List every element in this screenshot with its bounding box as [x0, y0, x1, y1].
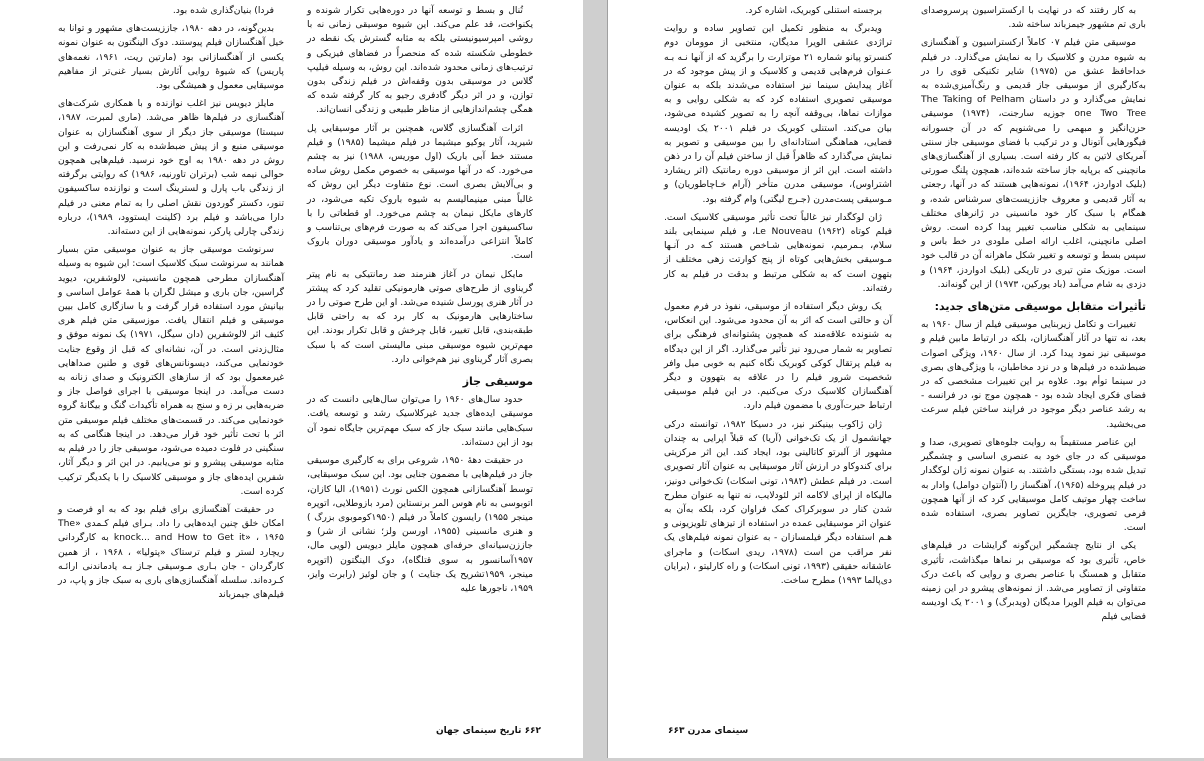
paragraph: یک روش دیگر استفاده از موسیقی، نفوذ در فرم معمول آن و حالتی است که اثر به آن محدود می‌شود. این انعکاس، به شنونده علاقه‌مند که همچون پشتوانه‌ای فرهنگی برای تصاویر به شمار می‌رود نیز تأثیر می‌گذارد. اگر از این دیدگاه به فیلم پرتقال کوکی کوبریک نگاه کنیم به خوبی میل وافر شخصیت شرور فیلم را در علاقه به بتهوون و دیگر آهنگسازان کلاسیک درک می‌کنیم. در این فیلم موسیقی ارتباط حیرت‌آوری با مضمون فیلم دارد. — [664, 301, 892, 412]
right-page-column-left — [664, 4, 892, 592]
paragraph: این عناصر مستقیماً به روایت جلوه‌های تصویری، صدا و موسیقی که در جای خود به عنصری اساسی و چشمگیر تبدیل شده بود، بستگی داشتند. به عنوان نمونه ژان لوکگدار در فیلم پیروخله (۱۹۶۵)، آهنگساز را (آنتوان دوامل) وادار به ساخت چهار موتیف کامل موسیقایی کرد که از آنها همچون فرمی تصویری، جایگزین تصاویر بصری، استفاده شده است. — [921, 436, 1146, 534]
paragraph: مایکل نیمان در آغاز هنرمند ضد رمانتیکی به نام پیتر گریناوی از طرح‌های صوتی هارمونیکی تقلید کرد که پیشتر در آثار هنری پورسل شنیده می‌شد. او این طرح صوتی را در ساختارهایی هارمونیک به کار برد که به راحتی قابل طبقه‌بندی، قابل تغییر، قابل چرخش و قابل تکرار بودند. این مهم‌ترین شیوه موسیقی مبنی مالیستی است که با سبک بصری آثار گریناوی نیز هم‌خوانی دارد. — [307, 268, 533, 365]
paragraph: ویدبرگ به منظور تکمیل این تصاویر ساده و روایت تراژدی عشقی الویرا مدیگان، منتخبی از موومان دوم کنسرتو پیانو شماره ۲۱ موتزارت را برگزید که از آنها نـه بـه عـنوان فرم‌هایی قدیمی و کلاسیک و از پیش موجود که در آغاز پیدایش سینما نیز استفاده می‌شدند بلکه به عنوان موسیقی تصویری استفاده کرد که به شکلی روایی و به موازات نماها، بی‌وقفه آنچه را به تصویر کشیده می‌شود، بیان می‌کند. استنلی کوبریک در فیلم ۲۰۰۱ یک اودیسه فضایی، هماهنگی استادانه‌ای را بین موسیقی و تصویر به نمایش می‌گذارد که ظاهراً قبل از ساختن فیلم آن را در ذهن داشته است. این اثر از موسیقی دوره رمانتیک (اثر ریشارد اشتراوس)، موسیقی مدرن متأخر (آرام خـاچاطوریان) و مـوسیقی پست‌مدرن (جـرج لیگتی) وام گرفته بود. — [664, 23, 892, 205]
paragraph: بدین‌گونه، در دهه ۱۹۸۰، جاززیست‌های مشهور و توانا به خیل آهنگسازان فیلم پیوستند. دوک الینگتون به عنوان نمونه یکسی از آهنگسازانی بود (مارتین ریت، ۱۹۶۱، نغمه‌های پاریس) که شیوهٔ روایی آثارش بسیار غنی‌تر از مفاهیم موسیقایی معمول و همیشگی بود. — [58, 23, 284, 92]
left-page-column-left — [58, 4, 284, 606]
paragraph: به کار رفتند که در نهایت با ارکستراسیون پرسروصدای باری تم مشهور جیمزباند ساخته شد. — [921, 5, 1146, 31]
page-footer-right: سینمای مدرن ۶۶۳ — [668, 726, 749, 736]
section-heading: تأثیرات متقابل موسیقی متن‌های جدید: — [934, 300, 1146, 314]
paragraph: مایلز دیویس نیز اغلب نوازنده و با همکاری شرکت‌های آهنگسازی در فیلم‌ها ظاهر می‌شد. (ماری لمبرت، ۱۹۸۷، سیستا) موسیقی جاز دیگر از سوی آهنگسازان به عنوان موسیقی منبع و از پیش ضبط‌شده به کار نمی‌رفت و این روش در دهه ۱۹۸۰ به اوج خود نرسید. فیلم‌هایی همچون حوالی نیمه شب (برتران تاورنیه، ۱۹۸۶) که روایتی برگرفته از زندگی باب پارل و لسترینگ است و نوازنده ساکسیفون تنور، دکستر گوردون نقش اصلی را به تمام معنی در فیلم دارا می‌باشد و فیلم برد (کلینت ایستوود، ۱۹۸۹)، درباره زندگی چارلی پارکر، نمونه‌هایی از این دسته‌اند. — [58, 98, 284, 238]
section-heading: موسیقی جاز — [462, 375, 533, 389]
paragraph: ژان لوکگدار نیز غالباً تحت تأثیر موسیقی کلاسیک است. فیلم کوتاه Le Nouveau (۱۹۶۲)، و فیلم سینمایی بلند سلام، بـمرمیم، نمونه‌هایی شـاخص هستند کـه در آنـها مـوسیقی بخش‌هایی کوتاه از پنج کوارتت زهی مختلف از بتهوِن است که به شکلی مرتبط و بدقت در فیلم به کار رفته‌اند. — [664, 211, 893, 294]
paragraph: برجسته استنلی کوبریک، اشاره کرد. — [745, 5, 882, 16]
page-footer-left: ۶۶۲ تاریخ سینمای جهان — [436, 726, 542, 736]
paragraph: اثرات آهنگسازی گلاس، همچنین بر آثار موسیقایی پل شیرید، آثار یوکیو میشیما در فیلم میشیما (۱۹۸۵) و فیلم مستند خط آبی باریک (اول موریس، ۱۹۸۸) نیز به چشم می‌خورد. که در آنها موسیقی به خصوص مکمل روش ساده و بی‌آلایش بصری است. نوع متفاوت دیگر این روش که غالباً مبنی مینیمالیسم به شیوه باروک تکیه می‌شود، در کارهای مایکل نیمان به چشم می‌خورد. او قطعاتی را با ساکسیفون اجرا می‌کند که به صورت فرم‌های بی‌تناسب و کاملاً انتزاعی درآمده‌اند و یادآور موسیقی دوران باروک است. — [307, 122, 533, 262]
paragraph: موسیقی متن فیلم ۰۷ کاملاً ارکستراسیون و آهنگسازی به شیوه مدرن و کلاسیک را به نمایش می‌گذارد. در فیلم خداحافظ عشق من (۱۹۷۵) شایر تکنیکی قوی را در به‌کارگیری از موسیقی جاز قدیمی و رنگ‌آمیزی‌شده به نمایش می‌گذارد و در داستان The Taking of Pelham one Two Tree جوزیه سارجنت، (۱۹۷۴) موسیقی حزن‌انگیز و مبهمی را می‌شنویم که در آن جسورانه فیگورهایی آتونال و در ترکیب با فضای موسیقی جاز سنتی آمریکای لاتین به کار رفته است. بسیاری از آهنگسازی‌های مانچینی که برپایه جاز ساخته شده‌اند، همچون پلنگ صورتی (بلیک ادواردز، ۱۹۶۴)، نمونه‌هایی هستند که در آنها، رجعتی به آثار قدیمی و معروف جاززیست‌های سرشناس شده، و همگام با سبک کار خود مانسینی در ژانرهای مختلف سینمایی به شکلی مناسب تغییر پیدا کرده است. روش اصلی مانچینی، اغلب ارائه اصلی ملودی در خط باس و سپس بسط و توسعه و تغییر شکل ماهرانه آن در قالب خود است. موزیک متن تیری در تاریکی (بلیک ادواردز، ۱۹۶۴) و دزدی به شام می‌آمد (باد یورکین، ۱۹۷۳) از این گونه‌اند. — [921, 37, 1146, 290]
paragraph: تغییرات و تکامل زیربنایی موسیقی فیلم از سال ۱۹۶۰ به بعد، نه تنها در آثار آهنگسازان، بلکه در ارتباط مابین فیلم و موسیقی نیز نمود پیدا کرد. از سال ۱۹۶۰، ویژگی اصوات ضبط‌شده در فیلم‌ها و در نزد مخاطبان، با ویژگی‌های بصری در سینما توأم بود. علاوه بر این تغییرات مشخصی که در فضای فکری ایجاد شده بود - همچون موج نو، در فرانسه - به رشد عناصر دیگر موجود در فرایند ساختن فیلم سرعت می‌بخشید. — [921, 319, 1146, 430]
paragraph: سرنوشت موسیقی جاز به عنوان موسیقی متن بسیار همانند به سرنوشت سبک کلاسیک است: این شیوه به وسیله آهنگسازان مطرحی همچون مانسینی، لالوشفرین، دیوید گراسین، جان باری و میشل لگران با همهٔ عوامل اساسی و بیانیش مورد استفاده قرار گرفت و با سازگاری کامل بیین موسیقی و فیلم انتقال یافت. موزسیقی متن فیلم هری کثیف اثر لالوشفرین (دان سیگل، ۱۹۷۱) یک نمونه موفق و مثال‌زدنی است. در آن، نشانه‌ای که قبل از وقوع جنایت خودنمایی می‌کند، دیسونانس‌های قوی و طنین صداهایی غیرمعمول بود که از سازهای الکترونیک و صدای زنانه به دست می‌آمد. در اینجا موسیقی با اجرای فواصل جاز و ضربه‌هایی بر زه و سنج به همراه تأکیدات گنگ و بیگانهٔ گروه خودنمایی می‌کند. در قسمت‌های مختلف فیلم موسیقی متن اثر با تحت تأثیر خود قرار می‌دهد. در اینجا هنگامی که به سنگینی در فلوت دمیده می‌شود، موسیقی جاز را در فیلم به مثابه موسیقی پیشرو و نو می‌یابیم. در این اثر و دیگر آثار، شفرین ایده‌های جاز و موسیقی کلاسیک را با یکدیگر ترکیب کرده است. — [58, 244, 284, 497]
left-page-column-right — [307, 4, 533, 600]
paragraph: فردا) بنیان‌گذاری شده بود. — [172, 5, 274, 16]
left-page — [0, 0, 583, 758]
paragraph: یکی از نتایج چشمگیر این‌گونه گرایشات در فیلم‌های خاص، تأثیری بود که موسیقی بر نماها میگذاشت، تأثیری متقابل و همسنگ با عناصر بصری و روایی که باعث درک متفاوتی از تصاویر می‌شد. از نمونه‌های پیشرو در این زمینه می‌توان به فیلم الویرا مدیگان (ویدبرگ) و ۲۰۰۱ یک اودیسه فضایی فیلم — [921, 540, 1146, 623]
paragraph: حدود سال‌های ۱۹۶۰ را می‌توان سال‌هایی دانست که در موسیقی ایده‌های جدید غیرکلاسیک رشد و توسعه یافت. سبک‌هایی مانند سبک جاز که سبک مهم‌ترین جایگاه نمود آن بود از این دسته‌اند. — [307, 394, 533, 448]
paragraph: تُنال و بسط و توسعه آنها در دوره‌هایی تکرار شونده و یکنواخت، قد علم می‌کند. این شیوه موسیقی زمانی نه با روشی امپرسیونیستی بلکه به مثابه گسترش یک نقطه در خطوطی شکسته شده که منحصراً در فضاهای فیزیکی و ترتیب‌های زمانی محدود شده‌اند. این روش، به وسیله فیلیپ گلاس در موسیقی بدون وقفه‌اش در فیلم زندگی بدون توازن، و در اثر دیگر گادفری رجیو به کار گرفته شده که همگی چشم‌اندازهایی از مناظر طبیعی و زندگی انسان‌اند. — [307, 5, 533, 116]
page-gutter — [583, 0, 607, 761]
right-page-column-right — [921, 4, 1146, 629]
paragraph: در حقیقت آهنگسازی برای فیلم بود که به او فرصت و امکان خلق چنین ایده‌هایی را داد. بـرای فیلم کـمدی «The knock... and How to Get it» ، ۱۹۶۵ به کارگردانی ریچارد لستر و فیلم ترستاک «پتولیا» ، ۱۹۶۸ ، از همین کارگردان - جان بـاری مـوسیقی جـاز بـه یادماندنی ارائـه کـرده‌اند. سلسله آهنگسازی‌های باری به سبک جاز و پاپ، در فیلم‌های جیمزباند — [58, 503, 285, 601]
right-page — [607, 0, 1204, 758]
paragraph: در حقیقت دههٔ ۱۹۵۰، شروعی برای به کارگیری موسیقی جاز در فیلم‌هایی با مضمون جنایی بود. این سبک موسیقایی، توسط آهنگسازانی همچون الکس نورث (۱۹۵۱)، الیا کازان، اتوبوسی به نام هوس المر برنستاین (مرد بازوطلایی، اتوپره مینجر ۱۹۵۵) رایسون کاملاً در فیلم (۱۹۵۰کوموبوی بزرگ ) و هنری مانسینی (۱۹۵۵، اورسن ولز؛ نشانی از شر) و جاززن‌سیانه‌ای حرفه‌ای همچون مایلز دیویس (لویی مال، ۱۹۵۷آسانسور به سوی قتلگاه)، دوک الینگتون (اتوپره مینجر، ۱۹۵۹تشریح یک جنایت ) و جان لوئیز (رابرت وایز، ۱۹۵۹، ناجورها علیه — [307, 455, 534, 594]
paragraph: ژان ژاکوب بینیکنر نیز، در دسیکا ۱۹۸۲، توانسته درکی جهانشمول از یک تک‌خوانی (آریا) که قبلاً اپرایی به چندان مشهور از آلبرتو کاتالینی بود، ایجاد کند. این اثر مرکزیتی برای کندوکاو در ارزش آثار موسیقایی به عنوان آثار تصویری است. در فیلم عطش (۱۹۸۳، تونی اسکات) تک‌خوانی دونیز، مالیکاه از اپرای لاکامه اثر لئودلایب، نه تنها به عنوان مطرح شدن کنار در سوبرکراک کمک فراوان کرد، بلکه به‌آن به عنوان اثر موسیقایی عمده در استفاده از تیزهای تلویزیونی و هـم استفاده دیگر فیلمسازان - به عنوان نمونه فیلم‌های یک نفر مراقب من است (۱۹۷۸، ریدی اسکات) و ماجرای عاشقانه حقیقی (۱۹۹۳، تونی اسکات) و راه کارلیتو ، (برایان دی‌پالما ۱۹۹۳) مطرح ساخت. — [664, 418, 892, 586]
